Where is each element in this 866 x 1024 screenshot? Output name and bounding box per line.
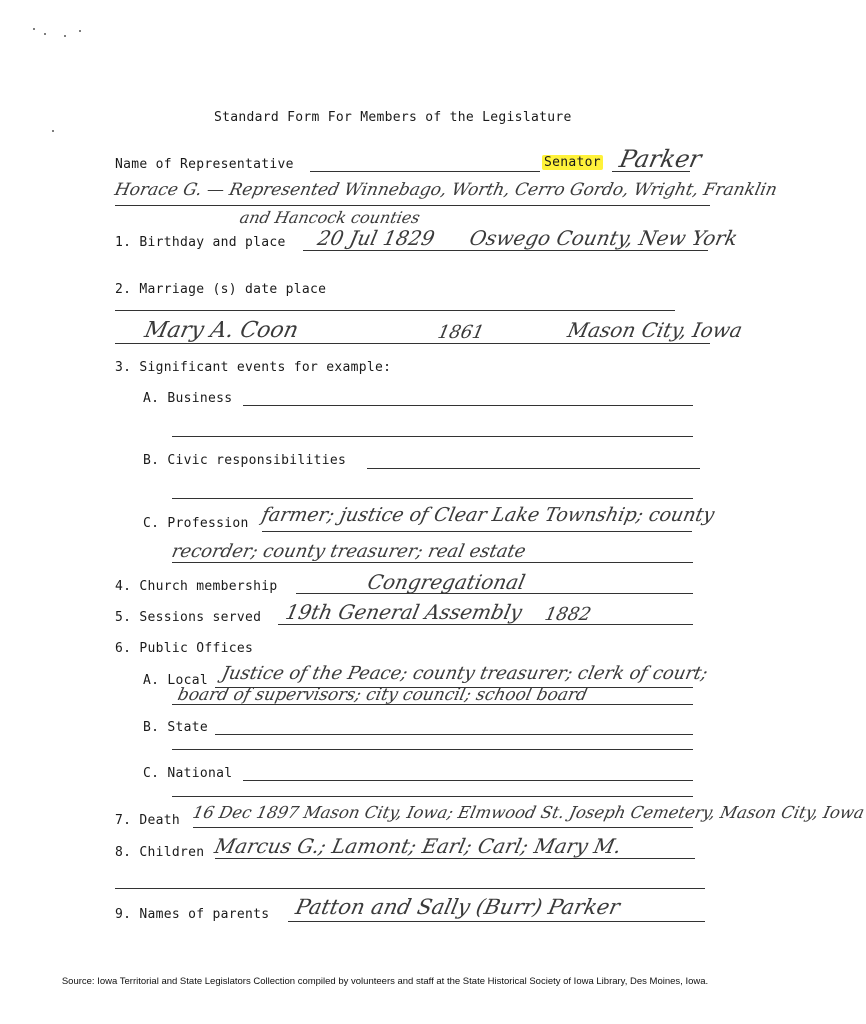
death-label: 7. Death bbox=[115, 813, 181, 828]
state-label: B. State bbox=[143, 720, 209, 735]
parents-label: 9. Names of parents bbox=[115, 907, 270, 922]
profession-line-1: farmer; justice of Clear Lake Township; county bbox=[259, 504, 717, 526]
sessions-label: 5. Sessions served bbox=[115, 610, 262, 625]
national-label: C. National bbox=[143, 766, 233, 781]
offices-label: 6. Public Offices bbox=[115, 641, 254, 656]
scan-speck bbox=[64, 35, 66, 37]
rep-line-2: and Hancock counties bbox=[237, 208, 422, 227]
civic-rule-2 bbox=[172, 498, 693, 499]
profession-rule-2 bbox=[172, 562, 693, 563]
children-label: 8. Children bbox=[115, 845, 205, 860]
sessions-value: 19th General Assembly bbox=[283, 600, 525, 624]
local-line-2: board of supervisors; city council; school board bbox=[175, 685, 590, 705]
local-label: A. Local bbox=[143, 673, 209, 688]
death-value: 16 Dec 1897 Mason City, Iowa; Elmwood St. Joseph Cemetery, Mason City, Iowa bbox=[190, 803, 866, 822]
marriage-rule-2 bbox=[115, 343, 710, 344]
scan-speck bbox=[33, 28, 35, 30]
profession-rule-1 bbox=[262, 531, 692, 532]
business-rule-2 bbox=[172, 436, 693, 437]
state-rule-2 bbox=[172, 749, 693, 750]
national-rule-1 bbox=[243, 780, 693, 781]
senator-label: Senator bbox=[544, 155, 601, 170]
marriage-year: 1861 bbox=[435, 322, 487, 343]
scan-speck bbox=[44, 33, 46, 35]
scan-speck bbox=[79, 30, 81, 32]
rep-line-1: Horace G. — Represented Winnebago, Worth, Cerro Gordo, Wright, Franklin bbox=[112, 180, 779, 200]
parents-value: Patton and Sally (Burr) Parker bbox=[293, 895, 623, 919]
parents-rule bbox=[288, 921, 705, 922]
national-rule-2 bbox=[172, 796, 693, 797]
business-rule-1 bbox=[243, 405, 693, 406]
senator-name: Parker bbox=[617, 145, 705, 173]
source-footer: Source: Iowa Territorial and State Legislators Collection compiled by volunteers and staff at the State Historical Society of Iowa Library, Des Moines, Iowa. bbox=[61, 976, 709, 987]
profession-line-2: recorder; county treasurer; real estate bbox=[169, 541, 528, 562]
church-value: Congregational bbox=[365, 570, 528, 594]
church-rule bbox=[296, 593, 693, 594]
children-rule-1 bbox=[215, 858, 695, 859]
civic-label: B. Civic responsibilities bbox=[143, 453, 347, 468]
sessions-rule bbox=[278, 624, 693, 625]
state-rule-1 bbox=[215, 734, 693, 735]
local-line-1: Justice of the Peace; county treasurer; clerk of court; bbox=[219, 663, 710, 684]
name-rule bbox=[310, 171, 540, 172]
business-label: A. Business bbox=[143, 391, 233, 406]
civic-rule-1 bbox=[367, 468, 700, 469]
local-rule-2 bbox=[172, 704, 693, 705]
events-label: 3. Significant events for example: bbox=[115, 360, 392, 375]
birth-label: 1. Birthday and place bbox=[115, 235, 286, 250]
children-rule-2 bbox=[115, 888, 705, 889]
rep-rule-1 bbox=[115, 205, 710, 206]
church-label: 4. Church membership bbox=[115, 579, 278, 594]
marriage-rule-1 bbox=[115, 310, 675, 311]
senator-rule bbox=[612, 171, 690, 172]
children-value: Marcus G.; Lamont; Earl; Carl; Mary M. bbox=[212, 834, 624, 858]
death-rule bbox=[193, 827, 693, 828]
profession-label: C. Profession bbox=[143, 516, 249, 531]
spouse-name: Mary A. Coon bbox=[142, 318, 301, 343]
birth-place: Oswego County, New York bbox=[467, 226, 740, 250]
name-label: Name of Representative bbox=[115, 157, 294, 172]
sessions-year: 1882 bbox=[542, 604, 594, 625]
birth-rule bbox=[303, 250, 708, 251]
marriage-place: Mason City, Iowa bbox=[565, 318, 745, 342]
birth-date: 20 Jul 1829 bbox=[315, 226, 437, 250]
form-title: Standard Form For Members of the Legislature bbox=[214, 110, 572, 125]
scan-speck bbox=[52, 130, 54, 132]
marriage-label: 2. Marriage (s) date place bbox=[115, 282, 327, 297]
